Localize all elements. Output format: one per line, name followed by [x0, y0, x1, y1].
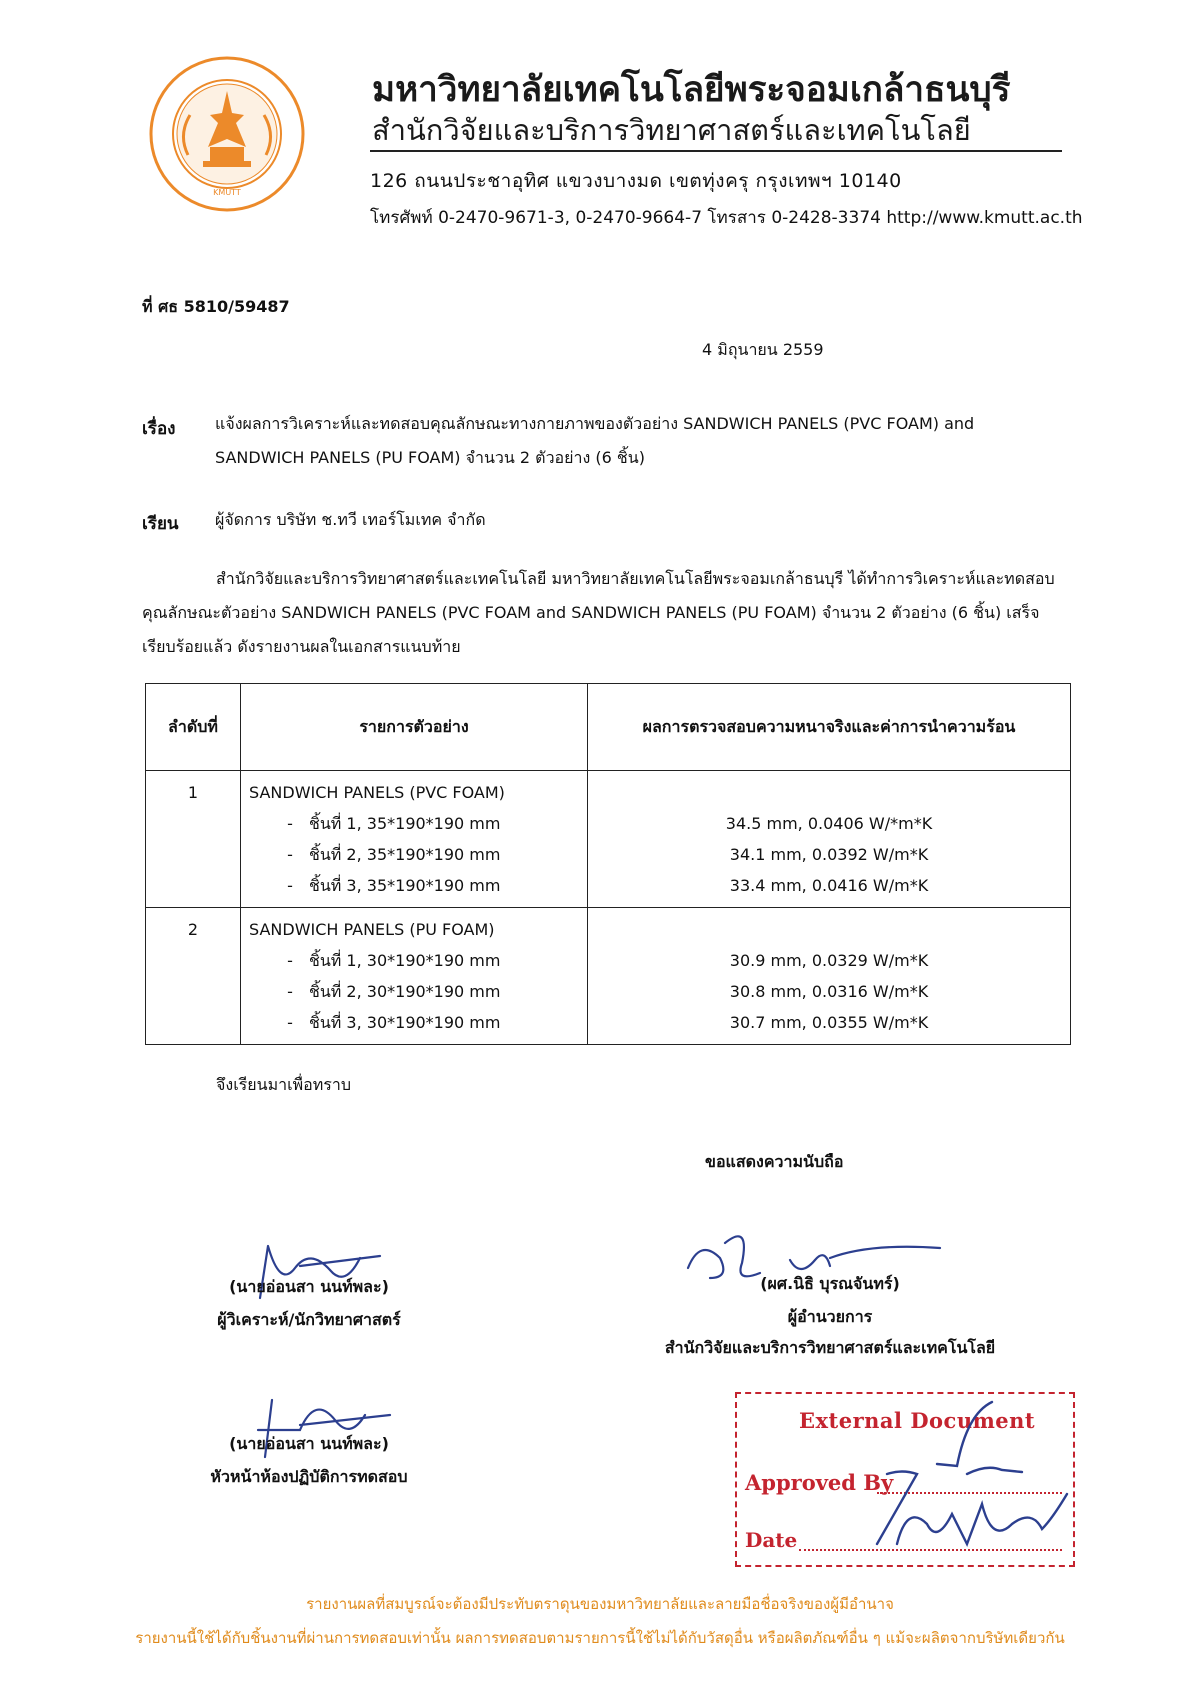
piece-result: 33.4 mm, 0.0416 W/m*K	[729, 876, 929, 895]
recipient: ผู้จัดการ บริษัท ช.ทวี เทอร์โมเทค จำกัด	[215, 510, 486, 529]
header-divider	[370, 150, 1062, 152]
analyst-title: ผู้วิเคราะห์/นักวิทยาศาสตร์	[217, 1310, 401, 1329]
header-result: ผลการตรวจสอบความหนาจริงและค่าการนำความร้อน	[588, 684, 1071, 771]
piece-desc: ชิ้นที่ 1, 30*190*190 mm	[309, 951, 501, 970]
analyst-name: (นายอ่อนสา นนท์พละ)	[229, 1277, 389, 1296]
header-number: ลำดับที่	[146, 684, 241, 771]
sample-name: SANDWICH PANELS (PU FOAM)	[249, 920, 495, 939]
external-document-stamp	[735, 1392, 1075, 1567]
footer-line-2: รายงานนี้ใช้ได้กับชิ้นงานที่ผ่านการทดสอบเท่านั้น ผลการทดสอบตามรายการนี้ใช้ไม่ได้กับวัสดุอื่น หรือผลิตภัณฑ์อื่น ๆ แม้จะผลิตจากบริษัทเดียวกัน	[135, 1629, 1065, 1647]
lab-head-title: หัวหน้าห้องปฏิบัติการทดสอบ	[210, 1467, 408, 1486]
subject-line-2: SANDWICH PANELS (PU FOAM) จำนวน 2 ตัวอย่าง (6 ชิ้น)	[215, 448, 645, 467]
body-paragraph: สำนักวิจัยและบริการวิทยาศาสตร์และเทคโนโลยี มหาวิทยาลัยเทคโนโลยีพระจอมเกล้าธนบุรี ได้ทำการวิเคราะห์และทดสอบคุณลักษณะตัวอย่าง SANDWICH PANELS (PVC FOAM and SANDWICH PANELS (PU FOAM) จำนวน 2 ตัวอย่าง (6 ชิ้น) เสร็จเรียบร้อยแล้ว ดังรายงานผลในเอกสารแนบท้าย	[142, 569, 1055, 656]
stamp-handwriting	[817, 1394, 1077, 1569]
letter-date: 4 มิถุนายน 2559	[702, 340, 824, 359]
director-name: (ผศ.นิธิ บุรณจันทร์)	[760, 1274, 900, 1293]
lab-head-name: (นายอ่อนสา นนท์พละ)	[229, 1434, 389, 1453]
piece-desc: ชิ้นที่ 2, 35*190*190 mm	[309, 845, 501, 864]
director-office: สำนักวิจัยและบริการวิทยาศาสตร์และเทคโนโลยี	[664, 1338, 996, 1357]
piece-desc: ชิ้นที่ 3, 30*190*190 mm	[309, 1013, 501, 1032]
stamp-title: External Document	[799, 1408, 1036, 1433]
row-number: 1	[146, 771, 241, 908]
row-number: 2	[146, 908, 241, 1045]
piece-result: 30.7 mm, 0.0355 W/m*K	[729, 1013, 929, 1032]
contact-info: โทรศัพท์ 0-2470-9671-3, 0-2470-9664-7 โทรสาร 0-2428-3374 http://www.kmutt.ac.th	[370, 208, 1083, 228]
closing-line: จึงเรียนมาเพื่อทราบ	[216, 1075, 351, 1094]
stamp-approved-label: Approved By	[745, 1470, 894, 1495]
recipient-label: เรียน	[142, 514, 179, 534]
reference-number: ที่ ศธ 5810/59487	[142, 297, 290, 316]
svg-text:KMUTT: KMUTT	[213, 188, 241, 197]
piece-item: - ชิ้นที่ 3, 35*190*190 mm	[249, 870, 579, 901]
director-title: ผู้อำนวยการ	[787, 1307, 873, 1326]
regards-line: ขอแสดงความนับถือ	[705, 1152, 844, 1171]
office-name: สำนักวิจัยและบริการวิทยาศาสตร์และเทคโนโลยี	[372, 113, 971, 147]
subject-line-1: แจ้งผลการวิเคราะห์และทดสอบคุณลักษณะทางกายภาพของตัวอย่าง SANDWICH PANELS (PVC FOAM) and	[215, 414, 975, 433]
piece-desc: ชิ้นที่ 2, 30*190*190 mm	[309, 982, 501, 1001]
piece-item: - ชิ้นที่ 1, 30*190*190 mm	[249, 945, 579, 976]
university-seal-logo	[148, 55, 306, 213]
university-name: มหาวิทยาลัยเทคโนโลยีพระจอมเกล้าธนบุรี	[372, 70, 1011, 110]
result-cell	[588, 908, 1071, 1045]
table-header-row	[146, 684, 1071, 771]
piece-desc: ชิ้นที่ 1, 35*190*190 mm	[309, 814, 501, 833]
piece-item: - ชิ้นที่ 2, 35*190*190 mm	[249, 839, 579, 870]
sample-cell	[241, 771, 588, 908]
piece-desc: ชิ้นที่ 3, 35*190*190 mm	[309, 876, 501, 895]
piece-item: - ชิ้นที่ 1, 35*190*190 mm	[249, 808, 579, 839]
sample-cell	[241, 908, 588, 1045]
address: 126 ถนนประชาอุทิศ แขวงบางมด เขตทุ่งครุ กรุงเทพฯ 10140	[370, 170, 902, 192]
piece-result: 30.9 mm, 0.0329 W/m*K	[729, 951, 929, 970]
header-sample: รายการตัวอย่าง	[241, 684, 588, 771]
piece-result: 34.1 mm, 0.0392 W/m*K	[729, 845, 929, 864]
result-cell	[588, 771, 1071, 908]
piece-result: 34.5 mm, 0.0406 W/*m*K	[725, 814, 933, 833]
results-table	[145, 683, 1071, 1045]
subject-label: เรื่อง	[142, 419, 176, 439]
piece-item: - ชิ้นที่ 3, 30*190*190 mm	[249, 1007, 579, 1038]
table-row	[146, 771, 1071, 908]
footer-line-1: รายงานผลที่สมบูรณ์จะต้องมีประทับตราดุนของมหาวิทยาลัยและลายมือชื่อจริงของผู้มีอำนาจ	[306, 1595, 894, 1613]
stamp-date-label: Date	[745, 1528, 798, 1552]
piece-result: 30.8 mm, 0.0316 W/m*K	[729, 982, 929, 1001]
table-row	[146, 908, 1071, 1045]
sample-name: SANDWICH PANELS (PVC FOAM)	[249, 783, 505, 802]
piece-item: - ชิ้นที่ 2, 30*190*190 mm	[249, 976, 579, 1007]
